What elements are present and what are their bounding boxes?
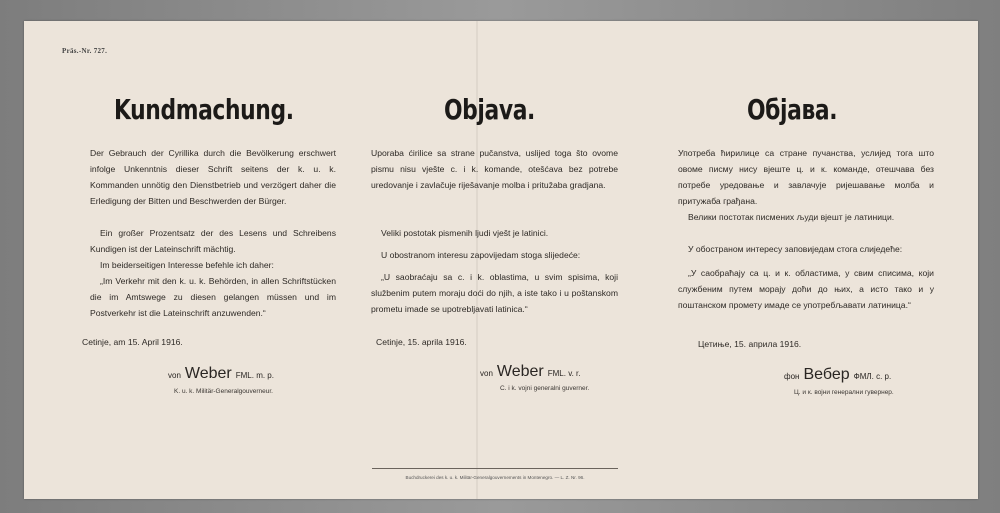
signature: [784, 366, 891, 384]
signature-name: Вебер: [803, 366, 850, 383]
signature-prefix: von: [168, 371, 181, 380]
signature-name: Weber: [184, 365, 232, 382]
signature: [168, 365, 274, 383]
reference-number: Präs.-Nr. 727.: [62, 47, 108, 55]
paragraph: У обостраном интересу заповиједам стога слиједеће:: [688, 244, 903, 254]
paragraph: Veliki postotak pismenih ljudi vješt je latinici.: [381, 228, 549, 238]
column-title: Објава.: [747, 93, 838, 126]
office-title: K. u. k. Militär-Generalgouverneur.: [174, 388, 273, 395]
decree-quote: „У саобраћају са ц. и к. областима, у свим списима, који службеним путем морају доћи до њих, а исто тако и у поштанском промету имаде се употребљавати латиница.“: [678, 268, 934, 310]
paragraph: Im beiderseitigen Interesse befehle ich daher:: [100, 260, 274, 270]
signature-rank: ФМЛ. с. р.: [853, 372, 892, 381]
signature-prefix: von: [480, 369, 493, 378]
office-title: C. i k. vojni generalni guverner.: [500, 385, 590, 392]
signature-prefix: фон: [784, 372, 800, 381]
office-title: Ц. и к. војни генерални гувернер.: [794, 389, 894, 396]
column-title: Kundmachung.: [114, 93, 294, 126]
paragraph: Der Gebrauch der Cyrillika durch die Bevölkerung erschwert infolge Unkenntnis dieser Schrift seitens der k. u. k. Kommanden unnötig den Dienstbetrieb und verzögert daher die Erledigung der Bitten und Beschwerden der Bürger.: [90, 148, 336, 206]
proclamation-sheet: [24, 21, 978, 499]
place-date: Cetinje, 15. aprila 1916.: [376, 337, 467, 347]
signature-rank: FML. m. p.: [235, 371, 274, 380]
decree-quote: „U saobraćaju sa c. i k. oblastima, u svim spisima, koji službenim putem moraju doći do njih, a iste tako i u poštanskom prometu imade se upotrebljavati latinica.“: [371, 272, 618, 314]
printer-divider: [372, 468, 618, 469]
paragraph: Ein großer Prozentsatz der des Lesens und Schreibens Kundigen ist der Lateinschrift mächtig.: [90, 228, 336, 254]
paragraph: Uporaba ćirilice sa strane pučanstva, uslijed toga što ovome pismu nisu vješte c. i k. komande, otešćava bez potrebe uredovanje i zavlačuje riješavanje molba i pritužaba gradjana.: [371, 148, 618, 190]
place-date: Цетиње, 15. априла 1916.: [698, 339, 802, 349]
paragraph: Велики постотак писмених људи вјешт је латиници.: [688, 212, 895, 222]
decree-quote: „Im Verkehr mit den k. u. k. Behörden, in allen Schriftstücken die im Amtswege zu diesen gelangen müssen und im Postverkehr ist die Lateinschrift anzuwenden.“: [90, 276, 336, 318]
column-title: Objava.: [444, 93, 535, 126]
place-date: Cetinje, am 15. April 1916.: [82, 337, 183, 347]
signature-name: Weber: [496, 363, 544, 380]
printer-imprint: Buchdruckerei des k. u. k. Militär-Generalgouvernements in Montenegro. — L. Z. Nr. 96.: [405, 475, 585, 480]
paragraph: U obostranom interesu zapovijedam stoga slijedeće:: [381, 250, 581, 260]
signature: [480, 363, 581, 381]
signature-rank: FML. v. r.: [547, 369, 581, 378]
paragraph: Употреба ћирилице са стране пучанства, услијед тога што овоме писму нису вјеште ц. и к. команде, отешчава без потребе уредовање и завлачује ријешавање молба и притужаба грађана.: [678, 148, 934, 206]
